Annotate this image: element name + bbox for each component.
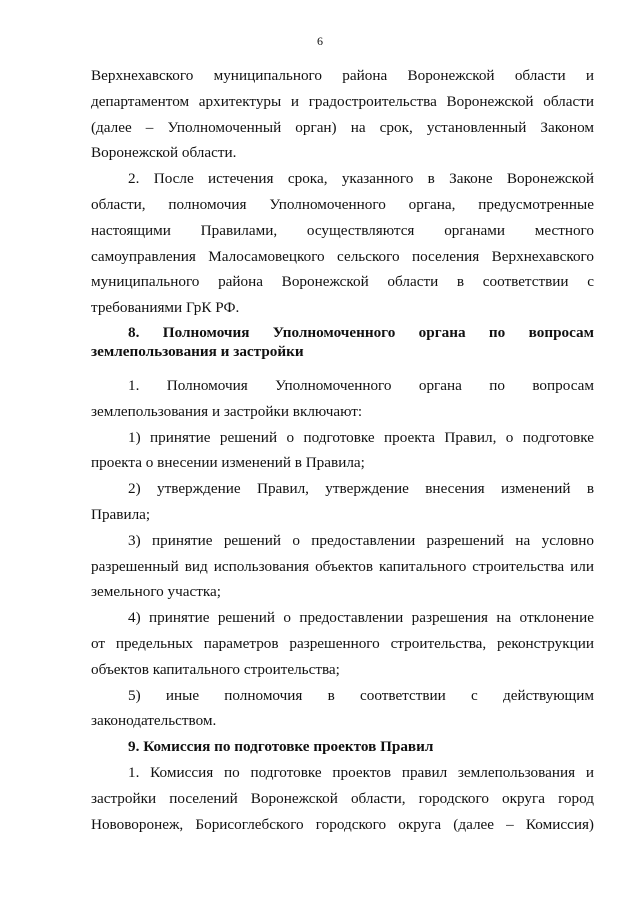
text-line: муниципального района Воронежской области в соответствии с [91, 273, 594, 291]
text-line: Верхнехавского муниципального района Воронежской области и [91, 67, 594, 84]
text-line: 1. Комиссия по подготовке проектов правил землепользования и [128, 763, 594, 781]
list-item-4 [91, 605, 594, 682]
text-line: Воронежской области. [91, 144, 237, 162]
text-line: 3) принятие решений о предоставлении разрешений на условно [128, 531, 594, 549]
text-line: проекта о внесении изменений в Правила; [91, 454, 365, 472]
text-line: от предельных параметров разрешенного строительства, реконструкции [91, 634, 594, 652]
page-number: 6 [317, 34, 323, 48]
paragraph-continuation [91, 63, 594, 166]
paragraph-item-2 [91, 166, 594, 321]
text-line: землепользования и застройки включают: [91, 402, 363, 420]
heading-line: 8. Полномочия Уполномоченного органа по вопросам [128, 323, 594, 341]
text-line: требованиями ГрК РФ. [91, 299, 240, 317]
text-line: Нововоронеж, Борисоглебского городского округа (далее – Комиссия) [91, 815, 594, 833]
section-9-paragraph-1 [91, 760, 594, 837]
text-line: разрешенный вид использования объектов капитального строительства или [91, 557, 594, 575]
text-line: объектов капитального строительства; [91, 660, 340, 678]
text-line: земельного участка; [91, 583, 222, 601]
heading-line: землепользования и застройки [91, 342, 304, 360]
section-9-heading: 9. Комиссия по подготовке проектов Правил [128, 738, 434, 756]
text-line: 4) принятие решений о предоставлении разрешения на отклонение [128, 609, 594, 627]
list-item-1 [91, 425, 594, 477]
text-line: Правила; [91, 505, 151, 523]
list-item-3 [91, 528, 594, 605]
text-line: области, полномочия Уполномоченного органа, предусмотренные [91, 195, 594, 213]
text-line: 2. После истечения срока, указанного в Законе Воронежской [128, 170, 594, 188]
text-line: 2) утверждение Правил, утверждение внесения изменений в [128, 480, 594, 498]
list-item-5 [91, 683, 594, 735]
text-line: 1) принятие решений о подготовке проекта Правил, о подготовке [128, 428, 594, 446]
text-line: 1. Полномочия Уполномоченного органа по вопросам [128, 376, 594, 394]
text-line: законодательством. [91, 712, 217, 730]
text-line: 5) иные полномочия в соответствии с действующим [128, 686, 594, 704]
section-8-paragraph-1 [91, 373, 594, 425]
text-line: департаментом архитектуры и градостроительства Воронежской области [91, 92, 594, 110]
text-line: (далее – Уполномоченный орган) на срок, установленный Законом [91, 118, 594, 136]
list-item-2 [91, 476, 594, 528]
text-line: застройки поселений Воронежской области, городского округа город [91, 789, 594, 807]
section-8-heading [91, 323, 594, 361]
document-body [91, 63, 594, 837]
text-line: настоящими Правилами, осуществляются органами местного [91, 221, 594, 239]
text-line: самоуправления Малосамовецкого сельского поселения Верхнехавского [91, 247, 594, 265]
